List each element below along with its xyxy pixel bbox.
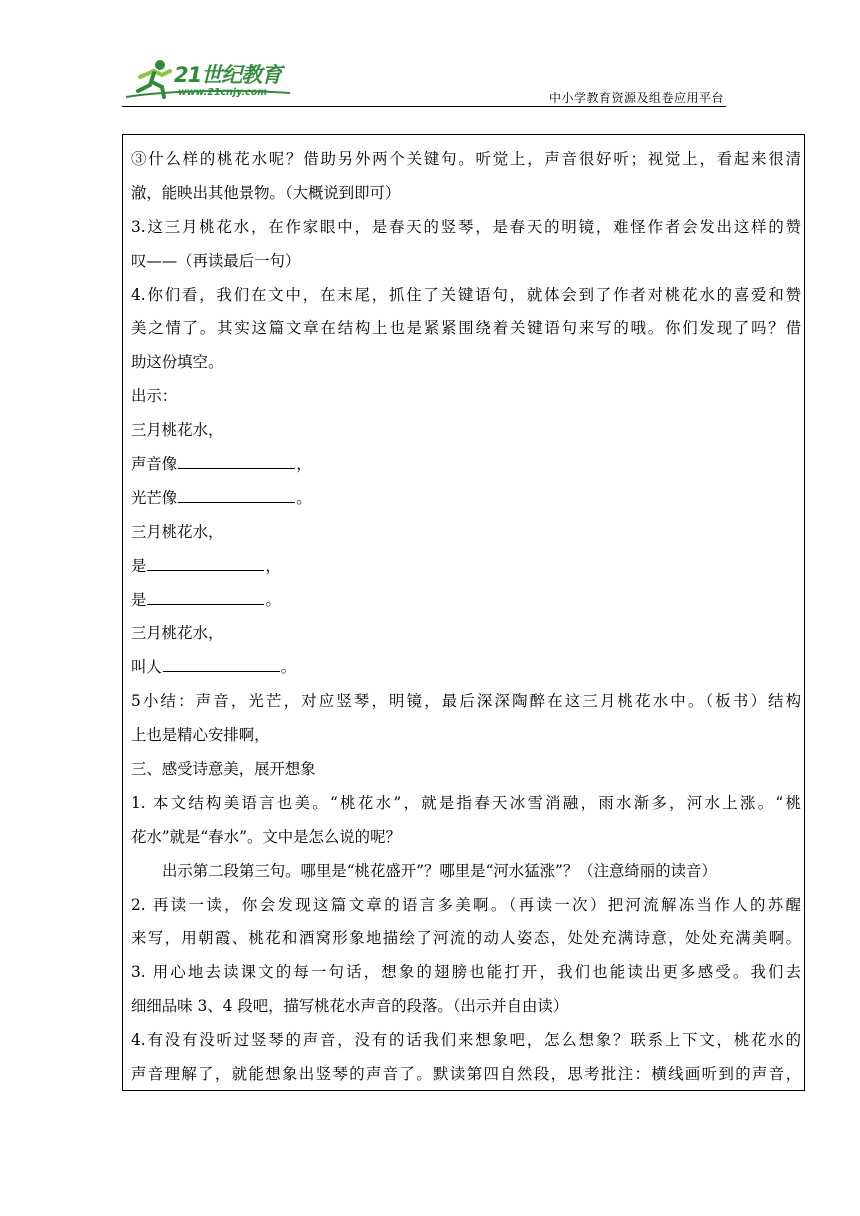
- text-line: 出示第二段第三句。哪里是“桃花盛开”？哪里是“河水猛涨”？（注意绮丽的读音）: [162, 861, 717, 880]
- platform-name: 中小学教育资源及组卷应用平台: [548, 91, 724, 105]
- blank-punct: 。: [265, 590, 281, 609]
- answer-blank: [147, 553, 264, 571]
- page-header: [122, 55, 726, 107]
- text-line: 助这份填空。: [131, 353, 224, 372]
- text-line: 来写，用朝霞、桃花和酒窝形象地描绘了河流的动人姿态，处处充满诗意，处处充满美啊。: [131, 929, 801, 948]
- answer-blank: [178, 451, 295, 469]
- fill-blank-line: [131, 584, 801, 618]
- text-line: 1. 本文结构美语言也美。“桃花水”，就是指春天冰雪消融，雨水渐多，河水上涨。“桃: [131, 793, 801, 812]
- text-line: 细细品味 3、4 段吧，描写桃花水声音的段落。（出示并自由读）: [131, 997, 569, 1016]
- header-divider: [122, 106, 726, 107]
- text-line: 3. 用心地去读课文的每一句话，想象的翅膀也能打开，我们也能读出更多感受。我们去: [131, 963, 801, 982]
- blank-prompt: 叫人: [131, 658, 162, 677]
- text-line: 出示：: [131, 387, 178, 406]
- fill-blank-line: [131, 651, 801, 685]
- fill-blank-line: [131, 550, 801, 584]
- text-line: 澈，能映出其他景物。（大概说到即可）: [131, 183, 401, 202]
- fill-blank-line: [131, 482, 801, 516]
- text-line: 3.这三月桃花水，在作家眼中，是春天的竖琴，是春天的明镜，难怪作者会发出这样的赞: [131, 217, 801, 236]
- blank-punct: ，: [265, 556, 281, 575]
- text-line: 三月桃花水，: [131, 624, 224, 643]
- blank-prompt: 是: [131, 590, 147, 609]
- section-heading: 三、感受诗意美，展开想象: [131, 760, 316, 779]
- blank-prompt: 光芒像: [131, 488, 178, 507]
- blank-prompt: 声音像: [131, 455, 178, 474]
- text-line: 4.有没有没听过竖琴的声音，没有的话我们来想象吧，怎么想象？联系上下文，桃花水的: [131, 1031, 801, 1050]
- logo: [122, 55, 292, 103]
- document-body: [131, 143, 801, 1092]
- logo-url: www.21cnjy.com: [178, 87, 268, 98]
- text-line: 4.你们看，我们在文中，在末尾，抓住了关键语句，就体会到了作者对桃花水的喜爱和赞: [131, 285, 801, 304]
- answer-blank: [147, 587, 264, 605]
- blank-punct: ，: [296, 455, 312, 474]
- text-line: 声音理解了，就能想象出竖琴的声音了。默读第四自然段，思考批注：横线画听到的声音，: [131, 1065, 801, 1084]
- text-line: 美之情了。其实这篇文章在结构上也是紧紧围绕着关键语句来写的哦。你们发现了吗？借: [131, 319, 801, 338]
- text-line: 上也是精心安排啊，: [131, 726, 270, 745]
- text-line: 三月桃花水，: [131, 421, 224, 440]
- blank-prompt: 是: [131, 556, 147, 575]
- text-line: 花水”就是“春水”。文中是怎么说的呢？: [131, 827, 401, 846]
- blank-punct: 。: [280, 658, 297, 677]
- answer-blank: [163, 654, 280, 672]
- text-line: 2. 再读一读，你会发现这篇文章的语言多美啊。（再读一次）把河流解冻当作人的苏醒: [131, 895, 801, 914]
- fill-blank-line: [131, 448, 801, 482]
- answer-blank: [178, 485, 295, 503]
- blank-punct: 。: [296, 488, 312, 507]
- text-line: 叹——（再读最后一句）: [131, 251, 301, 270]
- text-line: ③什么样的桃花水呢？借助另外两个关键句。听觉上，声音很好听；视觉上，看起来很清: [131, 150, 801, 168]
- text-line: 三月桃花水，: [131, 522, 224, 541]
- text-line: 5小结：声音，光芒，对应竖琴，明镜，最后深深陶醉在这三月桃花水中。（板书）结构: [131, 692, 801, 711]
- logo-brand: 21世纪教育: [174, 63, 282, 87]
